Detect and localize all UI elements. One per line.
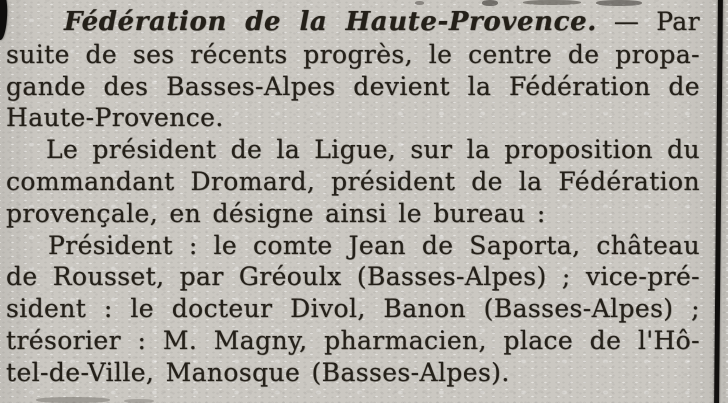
- article-heading: Fédération de la Haute-Provence.: [64, 7, 597, 37]
- text-line: [6, 261, 700, 293]
- text-line: [6, 6, 700, 39]
- text-line: [6, 134, 700, 166]
- text-segment: — Par: [613, 7, 700, 36]
- column-rule: [714, 0, 722, 403]
- text-line: [6, 39, 700, 71]
- text-segment: provençale, en désigne ainsi le bureau :: [6, 198, 546, 228]
- print-smudge-top: [523, 0, 581, 5]
- print-smudge-top: [415, 1, 424, 5]
- text-segment: suite de ses récents progrès, le centre de propa-: [6, 39, 700, 69]
- text-segment: sident : le docteur Divol, Banon (Basses-Alpes) ;: [6, 294, 700, 324]
- text-line: [6, 357, 700, 389]
- text-segment: Le président de la Ligue, sur la proposition du: [46, 135, 700, 165]
- text-line: [6, 230, 700, 262]
- text-segment: de Rousset, par Gréoulx (Basses-Alpes) ; vice-pré-: [6, 262, 700, 292]
- text-line: [6, 198, 700, 230]
- article-text: [6, 6, 700, 389]
- print-smudge-top: [596, 0, 642, 6]
- text-segment: trésorier : M. Magny, pharmacien, place de l'Hô-: [6, 325, 700, 355]
- print-smudge-bottom: [124, 399, 154, 403]
- text-segment: commandant Dromard, président de la Fédération: [6, 166, 700, 196]
- text-line: [6, 166, 700, 198]
- text-line: [6, 325, 700, 357]
- print-smudge-top: [482, 0, 498, 6]
- text-segment: Haute-Provence.: [6, 103, 224, 133]
- text-line: [6, 71, 700, 103]
- text-line: [6, 102, 700, 134]
- text-segment: Président : le comte Jean de Saporta, château: [48, 230, 700, 260]
- text-segment: tel-de-Ville, Manosque (Basses-Alpes).: [6, 357, 510, 387]
- print-smudge-bottom: [36, 397, 110, 403]
- text-line: [6, 293, 700, 325]
- text-segment: gande des Basses-Alpes devient la Fédération de: [6, 71, 700, 101]
